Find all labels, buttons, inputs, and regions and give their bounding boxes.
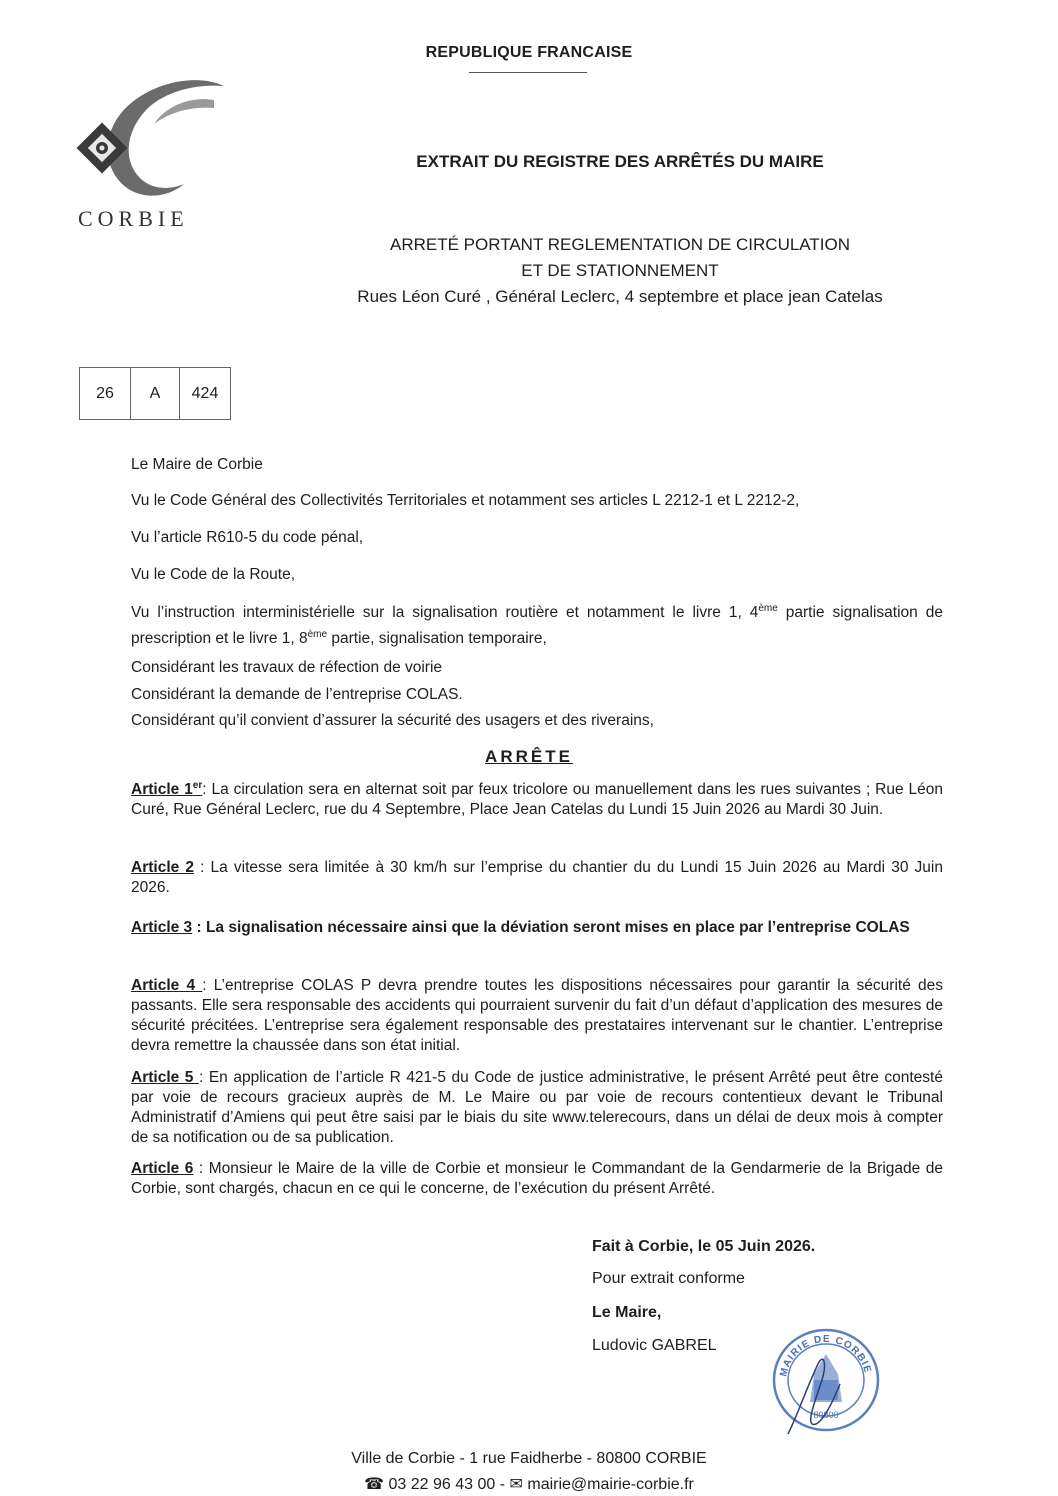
register-heading: EXTRAIT DU REGISTRE DES ARRÊTÉS DU MAIRE	[416, 152, 824, 171]
signature-name: Ludovic GABREL	[592, 1337, 717, 1354]
article-2-label: Article 2	[131, 859, 194, 876]
signature-conform: Pour extrait conforme	[592, 1270, 745, 1287]
considerant-travaux: Considérant les travaux de réfection de voirie	[131, 659, 443, 676]
reference-code: 424	[191, 384, 219, 402]
article-5-label: Article 5	[131, 1069, 199, 1086]
article-2	[131, 858, 943, 898]
stamp-code: 80800	[813, 1410, 839, 1420]
mail-icon: ✉	[509, 1476, 523, 1493]
preamble-vu-code-penal: Vu l’article R610-5 du code pénal,	[131, 529, 364, 546]
vu4-part-a: Vu l’instruction interministérielle sur la signalisation routière et notamment le livre 1, 4	[131, 604, 759, 622]
article-4-label: Article 4	[131, 977, 203, 994]
title-line-1: ARRETÉ PORTANT REGLEMENTATION DE CIRCULATION	[390, 235, 850, 254]
title-line-2: ET DE STATIONNEMENT	[521, 261, 719, 280]
stamp-arc-text: MAIRIE DE CORBIE	[778, 1333, 874, 1378]
arrete-title	[250, 232, 990, 310]
vu4-sup-1: ème	[758, 603, 778, 614]
vu4-part-b: partie signalisation de prescription et le livre 1, 8	[131, 604, 943, 648]
reference-box	[79, 367, 231, 420]
arrete-heading: ARRÊTE	[485, 747, 573, 766]
reference-letter: A	[131, 368, 180, 419]
article-2-text: : La vitesse sera limitée à 30 km/h sur l’emprise du chantier du du Lundi 15 Juin 2026 au Mardi 30 Juin 2026.	[131, 859, 943, 896]
article-4	[131, 976, 943, 1056]
article-3	[131, 918, 943, 938]
signature-place-date: Fait à Corbie, le 05 Juin 2026.	[592, 1238, 816, 1255]
article-5	[131, 1068, 943, 1148]
mairie-stamp-icon	[768, 1324, 884, 1436]
article-3-label: Article 3	[131, 919, 193, 936]
corbie-logo-icon	[74, 78, 234, 228]
article-1-text: : La circulation sera en alternat soit par feux tricolore ou manuellement dans les rues suivantes ; Rue Léon Curé, Rue Général Leclerc, rue du 4 Septembre, Place Jean Catelas du Lundi 15 Juin 2026 au Mardi 30 Juin.	[131, 781, 943, 819]
article-1	[131, 776, 943, 820]
corbie-logo	[74, 78, 234, 228]
article-6-label: Article 6	[131, 1160, 194, 1177]
considerant-colas: Considérant la demande de l’entreprise COLAS.	[131, 686, 463, 703]
preamble-vu-code-route: Vu le Code de la Route,	[131, 566, 296, 583]
mairie-stamp	[768, 1324, 884, 1436]
vu4-part-c: partie, signalisation temporaire,	[327, 630, 547, 648]
article-5-text: : En application de l’article R 421-5 du Code de justice administrative, le présent Arrêté peut être contesté par voie de recours gracieux auprès de M. Le Maire ou par voie de recours contentieux devant le Tribunal Administratif d’Amiens qui peut être saisi par le biais du site www.telerecours, dans un délai de deux mois à compter de sa notification ou de sa publication.	[131, 1069, 943, 1146]
article-4-text: : L’entreprise COLAS P devra prendre toutes les dispositions nécessaires pour garantir la sécurité des passants. Elle sera responsable des accidents qui pourraient survenir du fait d’un défaut d’application des mesures de sécurité précitées. L’entreprise sera également responsable des prestataires intervenant sur le chantier. L’entreprise devra remettre la chaussée dans son état initial.	[131, 977, 944, 1054]
article-6-text: : Monsieur le Maire de la ville de Corbie et monsieur le Commandant de la Gendarmerie de la Brigade de Corbie, sont chargés, chacun en ce qui le concerne, de l’exécution du présent Arrêté.	[131, 1160, 943, 1197]
signature-role: Le Maire,	[592, 1304, 662, 1321]
phone-icon: ☎	[364, 1476, 385, 1493]
preamble-vu-instruction	[131, 598, 943, 650]
article-1-label: Article 1er	[131, 780, 203, 799]
preamble-maire: Le Maire de Corbie	[131, 456, 263, 473]
logo-text: CORBIE	[78, 206, 189, 228]
republic-underline	[469, 72, 587, 73]
republic-heading: REPUBLIQUE FRANCAISE	[425, 44, 633, 61]
title-line-3: Rues Léon Curé , Général Leclerc, 4 septembre et place jean Catelas	[357, 287, 883, 306]
article-3-text: : La signalisation nécessaire ainsi que la déviation seront mises en place par l’entreprise COLAS	[192, 919, 910, 936]
article-6	[131, 1159, 943, 1199]
footer-phone: 03 22 96 43 00 -	[384, 1476, 510, 1493]
footer-address: Ville de Corbie - 1 rue Faidherbe - 80800 CORBIE	[351, 1450, 707, 1467]
footer-email[interactable]: mairie@mairie-corbie.fr	[522, 1476, 694, 1493]
considerant-securite: Considérant qu’il convient d’assurer la sécurité des usagers et des riverains,	[131, 712, 654, 729]
reference-number: 26	[80, 368, 131, 419]
preamble-vu-cgct: Vu le Code Général des Collectivités Territoriales et notamment ses articles L 2212-1 et L 2212-2,	[131, 492, 800, 509]
footer-contact	[0, 1474, 1058, 1494]
vu4-sup-2: ème	[307, 629, 328, 641]
